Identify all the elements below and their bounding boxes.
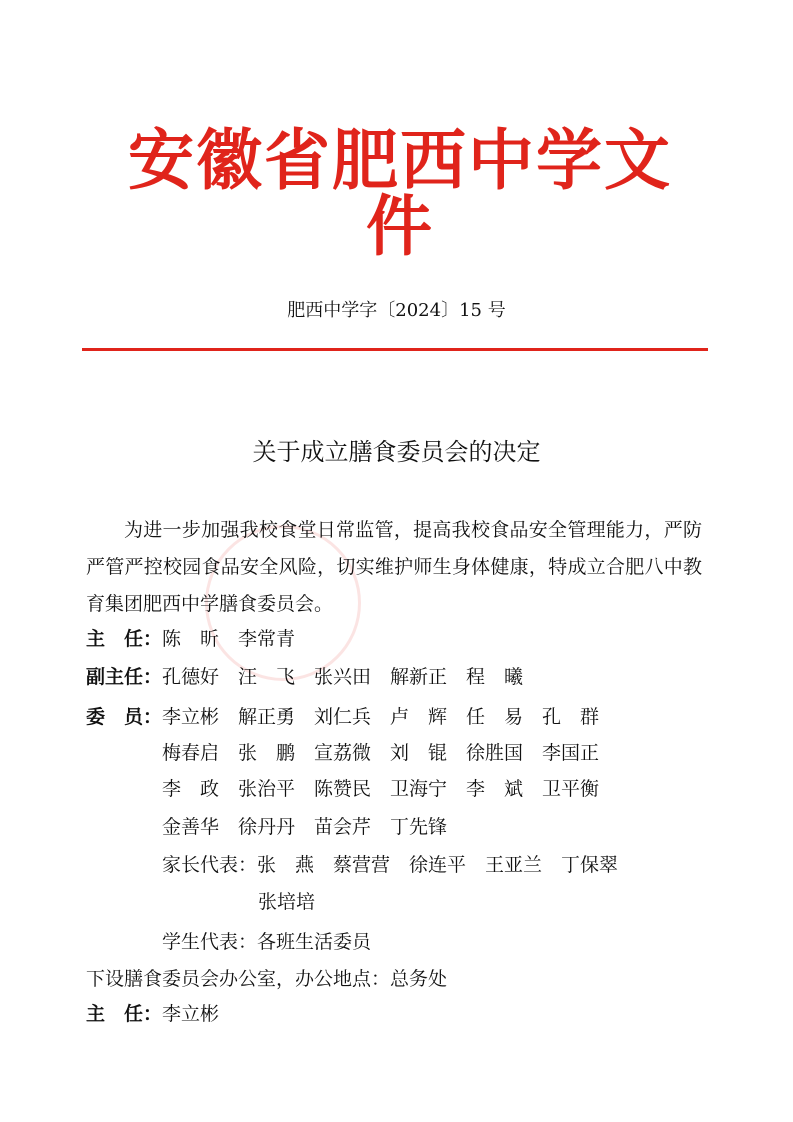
student-rep-label: 学生代表： [162, 931, 258, 953]
member-row [86, 708, 599, 727]
office-head-label: 主 任： [86, 1003, 163, 1025]
member-names-line2: 梅春启 张 鹏 宣荔微 刘 锟 徐胜国 李国正 [162, 742, 600, 764]
vice-director-label: 副主任： [86, 666, 163, 688]
document-number: 肥西中学字〔2024〕15 号 [287, 300, 506, 321]
notice-body: 为进一步加强我校食堂日常监管，提高我校食品安全管理能力，严防严管严控校园食品安全风险，切实维护师生身体健康，特成立合肥八中教育集团肥西中学膳食委员会。 [86, 519, 702, 615]
vice-director-row [86, 668, 523, 687]
office-head-name: 李立彬 [162, 1003, 220, 1025]
parent-rep-label: 家长代表： [162, 854, 258, 876]
member-names-line1: 李立彬 解正勇 刘仁兵 卢 辉 任 易 孔 群 [162, 706, 600, 728]
office-head-row [86, 1005, 219, 1024]
parent-rep-row [162, 856, 618, 875]
red-divider-line [82, 348, 708, 351]
director-row [86, 630, 295, 649]
office-line: 下设膳食委员会办公室，办公地点：总务处 [86, 968, 448, 990]
director-names: 陈 昕 李常青 [162, 628, 296, 650]
member-label: 委 员： [86, 706, 163, 728]
student-rep-row [162, 933, 371, 952]
director-label: 主 任： [86, 628, 163, 650]
vice-director-names: 孔德好 汪 飞 张兴田 解新正 程 曦 [162, 666, 524, 688]
student-rep-names: 各班生活委员 [257, 931, 372, 953]
member-names-line4: 金善华 徐丹丹 苗会芹 丁先锋 [162, 816, 448, 838]
parent-rep-names-line1: 张 燕 蔡营营 徐连平 王亚兰 丁保翠 [257, 854, 619, 876]
document-masthead: 安徽省肥西中学文件 [128, 122, 672, 265]
notice-title: 关于成立膳食委员会的决定 [252, 438, 541, 466]
parent-rep-names-line2: 张培培 [258, 891, 316, 913]
member-names-line3: 李 政 张治平 陈赞民 卫海宁 李 斌 卫平衡 [162, 778, 600, 800]
